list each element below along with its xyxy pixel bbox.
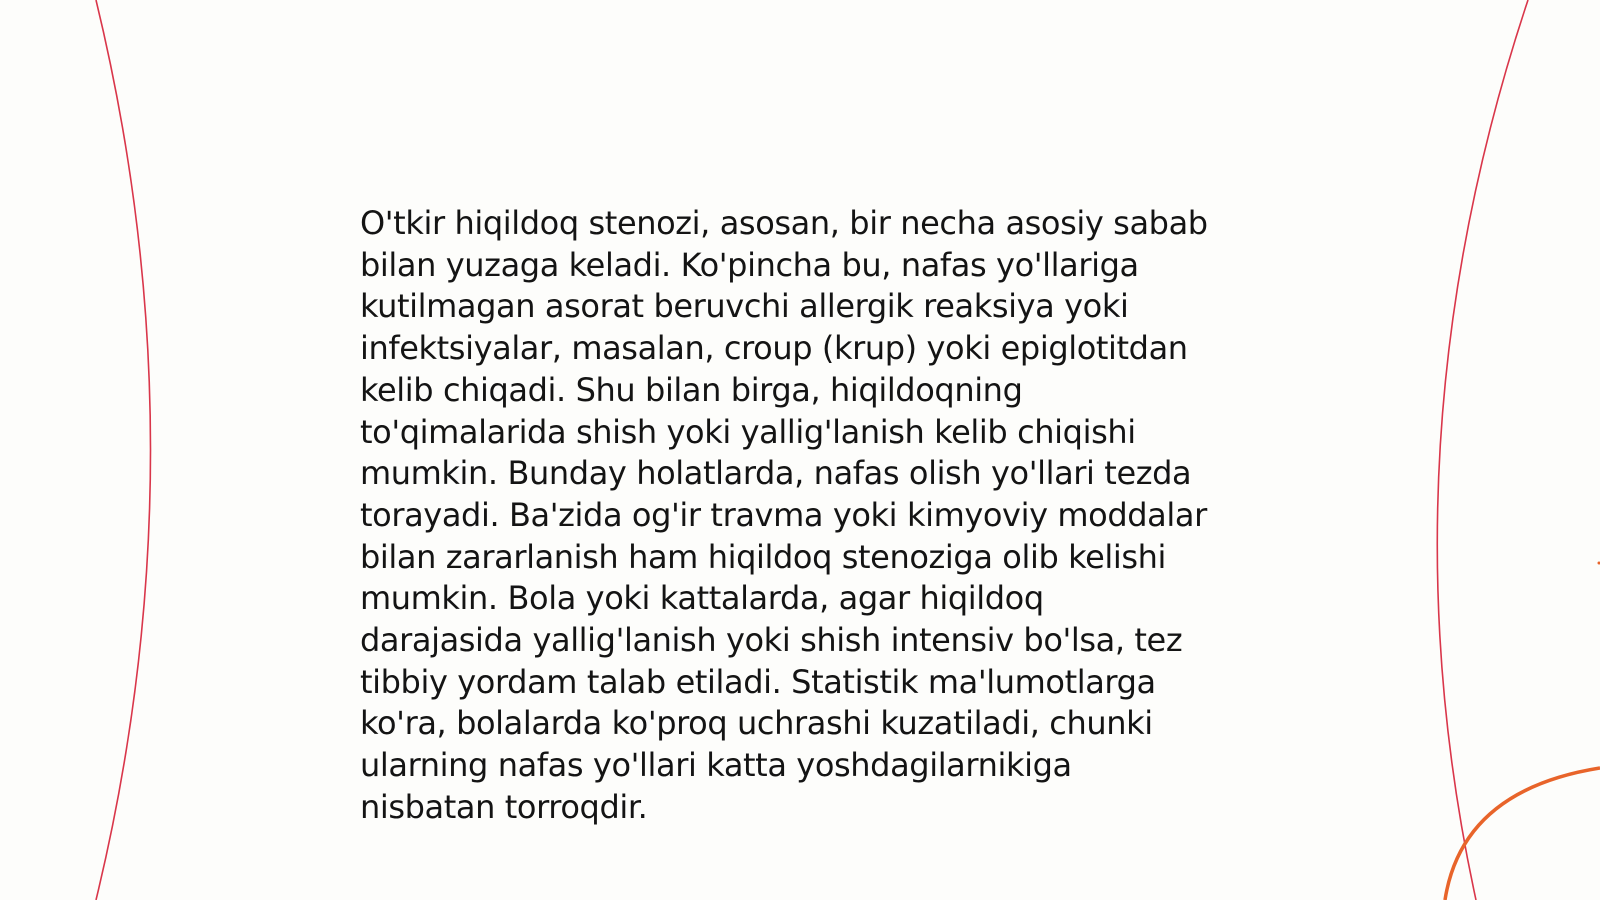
accent-arc <box>1445 768 1600 900</box>
body-paragraph: O'tkir hiqildoq stenozi, asosan, bir necha asosiy sabab bilan yuzaga keladi. Ko'pincha bu, nafas yo'llariga kutilmagan asorat beruvchi allergik reaksiya yoki infektsiyalar, masalan, croup (krup) yoki epiglotitdan kelib chiqadi. Shu bilan birga, hiqildoqning to'qimalarida shish yoki yallig'lanish kelib chiqishi mumkin. Bunday holatlarda, nafas olish yo'llari tezda torayadi. Ba'zida og'ir travma yoki kimyoviy moddalar bilan zararlanish ham hiqildoq stenoziga olib kelishi mumkin. Bola yoki kattalarda, agar hiqildoq darajasida yallig'lanish yoki shish intensiv bo'lsa, tez tibbiy yordam talab etiladi. Statistik ma'lumotlarga ko'ra, bolalarda ko'proq uchrashi kuzatiladi, chunki ularning nafas yo'llari katta yoshdagilarnikiga nisbatan torroqdir. <box>360 204 1208 826</box>
right-curve-line <box>1437 0 1528 900</box>
left-curve-line <box>96 0 151 900</box>
